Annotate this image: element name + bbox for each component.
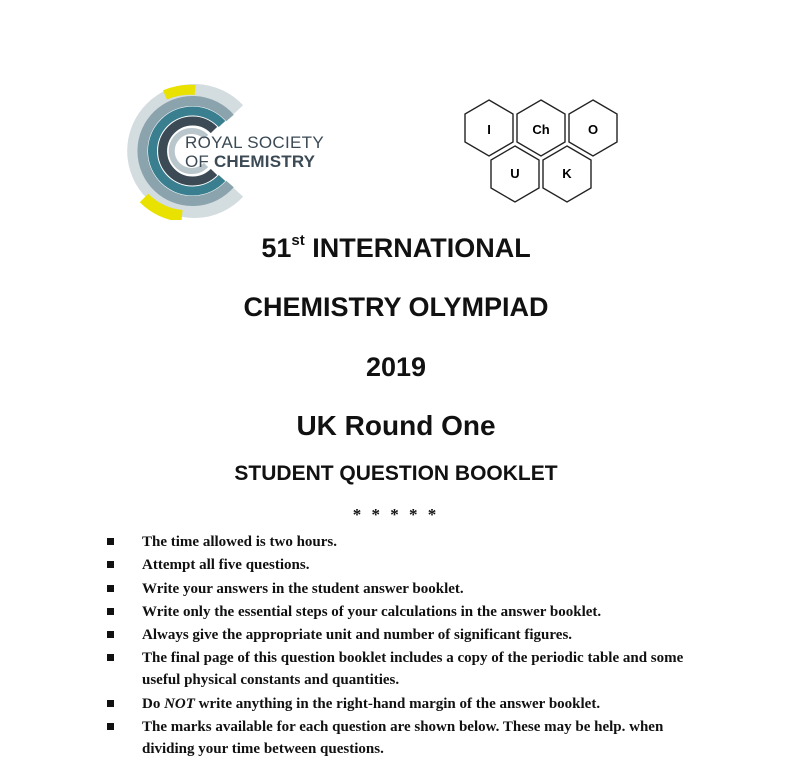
title-line1-rest: INTERNATIONAL [304, 233, 531, 263]
instruction-item: The marks available for each question are shown below. These may be help. when dividing your time between questions. [107, 716, 707, 760]
rsc-logo-line1: ROYAL SOCIETY [185, 133, 324, 152]
bullet-square-icon [107, 700, 114, 707]
emphasis-not: NOT [164, 695, 195, 712]
title-ordinal-suffix: st [291, 232, 305, 249]
hex-label-5: K [562, 166, 572, 181]
title-number: 51 [261, 233, 292, 263]
instruction-item: Attempt all five questions. [107, 554, 707, 576]
hex-label-3: O [587, 122, 599, 137]
instruction-item: Write only the essential steps of your calculations in the answer booklet. [107, 601, 707, 623]
bullet-square-icon [107, 723, 114, 730]
bullet-square-icon [107, 538, 114, 545]
title-year: 2019 [365, 352, 427, 382]
hex-label-2: Ch [532, 122, 550, 137]
rsc-logo-text [185, 133, 324, 171]
hex-label-4: U [510, 166, 520, 181]
instruction-item: The final page of this question booklet includes a copy of the periodic table and some useful physical constants and quantities. [107, 647, 707, 691]
title-booklet: STUDENT QUESTION BOOKLET [234, 462, 558, 485]
title-line-2: CHEMISTRY OLYMPIAD [243, 292, 549, 322]
instruction-item: The time allowed is two hours. [107, 531, 707, 553]
rsc-logo-line2: OF CHEMISTRY [185, 152, 316, 171]
instruction-item: Write your answers in the student answer booklet. [107, 578, 707, 600]
bullet-square-icon [107, 585, 114, 592]
instructions-list [107, 531, 707, 761]
title-round: UK Round One [296, 410, 496, 441]
bullet-square-icon [107, 631, 114, 638]
instruction-item: Always give the appropriate unit and number of significant figures. [107, 624, 707, 646]
separator-stars: * * * * * [352, 505, 440, 524]
title-line-1 [0, 233, 792, 264]
bullet-square-icon [107, 608, 114, 615]
bullet-square-icon [107, 654, 114, 661]
hex-label-1: I [487, 122, 491, 137]
bullet-square-icon [107, 561, 114, 568]
instruction-item: Do NOT write anything in the right-hand margin of the answer booklet. [107, 693, 707, 715]
icho-uk-hexagon-logo [462, 96, 628, 208]
